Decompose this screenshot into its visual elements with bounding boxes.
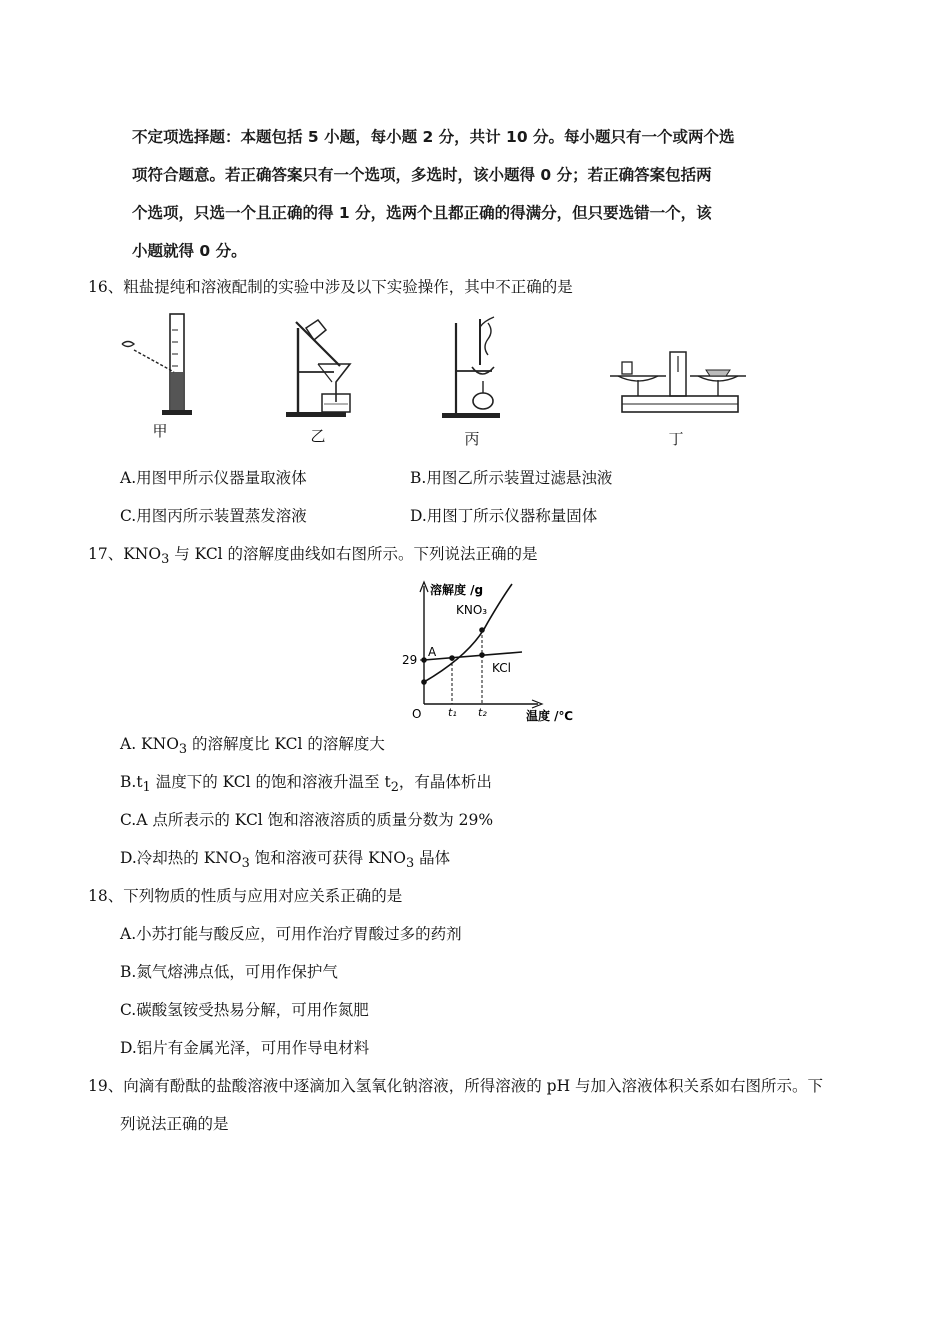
q17-option-b-sub-2: 2 (390, 780, 399, 796)
q17-stem-text-1: 17、KNO (88, 545, 162, 563)
q19-stem-line-1: 19、向滴有酚酞的盐酸溶液中逐滴加入氢氧化钠溶液，所得溶液的 pH 与加入溶液体积关系如右图所示。下 (88, 1077, 824, 1095)
q16-stem: 16、粗盐提纯和溶液配制的实验中涉及以下实验操作，其中不正确的是 (88, 278, 573, 296)
q17-option-d-text-1: D.冷却热的 KNO (120, 849, 242, 867)
q17-option-a-sub: 3 (178, 742, 188, 758)
q18-option-a: A.小苏打能与酸反应，可用作治疗胃酸过多的药剂 (120, 925, 462, 943)
q17-option-b (120, 770, 492, 795)
q18-option-b: B.氮气熔沸点低，可用作保护气 (120, 963, 338, 981)
q17-option-d-text-3: 晶体 (414, 849, 451, 867)
xtick-t2-label: t₂ (478, 706, 487, 719)
q18-stem: 18、下列物质的性质与应用对应关系正确的是 (88, 887, 403, 905)
q16-option-c: C.用图丙所示装置蒸发溶液 (120, 507, 307, 525)
xtick-t1-label: t₁ (448, 706, 457, 719)
balance-scale-figure (608, 342, 748, 422)
series-kcl-line (424, 652, 522, 660)
q18-option-c: C.碳酸氢铵受热易分解，可用作氮肥 (120, 1001, 369, 1019)
q16-option-a: A.用图甲所示仪器量取液体 (120, 469, 307, 487)
figure-label-ding: 丁 (668, 430, 684, 448)
instructions-line-2: 项符合题意。若正确答案只有一个选项，多选时，该小题得 0 分；若正确答案包括两 (132, 166, 712, 184)
q17-stem-sub: 3 (161, 552, 170, 568)
q17-option-b-text-1: B.t (120, 773, 143, 791)
q17-option-d-text-2: 饱和溶液可获得 KNO (249, 849, 407, 867)
q16-option-b: B.用图乙所示装置过滤悬浊液 (410, 469, 613, 487)
evaporation-apparatus-figure (436, 315, 526, 423)
point-kno3-t2 (479, 627, 485, 633)
instructions-line-4: 小题就得 0 分。 (132, 242, 247, 260)
q17-option-a-text-2: 的溶解度比 KCl 的溶解度大 (187, 735, 385, 753)
q16-option-d: D.用图丁所示仪器称量固体 (410, 507, 598, 525)
q17-option-b-sub-1: 1 (142, 780, 151, 796)
figure-label-bing: 丙 (464, 430, 480, 448)
series-kcl-label: KCl (492, 661, 511, 675)
q17-option-a (120, 732, 385, 757)
figure-label-yi: 乙 (310, 427, 326, 445)
point-kcl-t2 (479, 652, 485, 658)
instructions-line-1: 不定项选择题：本题包括 5 小题，每小题 2 分，共计 10 分。每小题只有一个或两个选 (132, 128, 735, 146)
graduated-cylinder-figure (118, 310, 208, 420)
q17-option-d-sub-1: 3 (241, 856, 250, 872)
q17-option-a-text-1: A. KNO (120, 735, 179, 753)
solubility-curve-chart (362, 578, 592, 722)
figure-label-jia: 甲 (152, 422, 168, 440)
q17-stem-text-2: 与 KCl 的溶解度曲线如右图所示。下列说法正确的是 (169, 545, 538, 563)
q17-option-b-text-3: ，有晶体析出 (398, 773, 492, 791)
filtration-apparatus-figure (278, 318, 388, 422)
point-kno3-origin (421, 679, 427, 685)
instructions-line-3: 个选项，只选一个且正确的得 1 分，选两个且都正确的得满分，但只要选错一个，该 (132, 204, 712, 222)
ytick-29-label: 29 (402, 653, 418, 667)
q17-option-b-text-2: 温度下的 KCl 的饱和溶液升温至 t (150, 773, 391, 791)
series-kno3-label: KNO₃ (456, 603, 488, 617)
q17-option-d-sub-2: 3 (406, 856, 415, 872)
q17-option-c: C.A 点所表示的 KCl 饱和溶液溶质的质量分数为 29% (120, 811, 494, 829)
x-axis-label: 温度 /℃ (526, 709, 574, 722)
q17-option-d (120, 846, 450, 871)
point-a (421, 657, 427, 663)
q19-stem-line-2: 列说法正确的是 (120, 1115, 229, 1133)
origin-label: O (412, 707, 422, 721)
q18-option-d: D.铝片有金属光泽，可用作导电材料 (120, 1039, 370, 1057)
y-axis-label: 溶解度 /g (430, 583, 484, 597)
q17-stem (88, 542, 538, 567)
section-instructions (132, 118, 782, 270)
point-a-label: A (428, 645, 437, 659)
point-intersection (449, 655, 455, 661)
